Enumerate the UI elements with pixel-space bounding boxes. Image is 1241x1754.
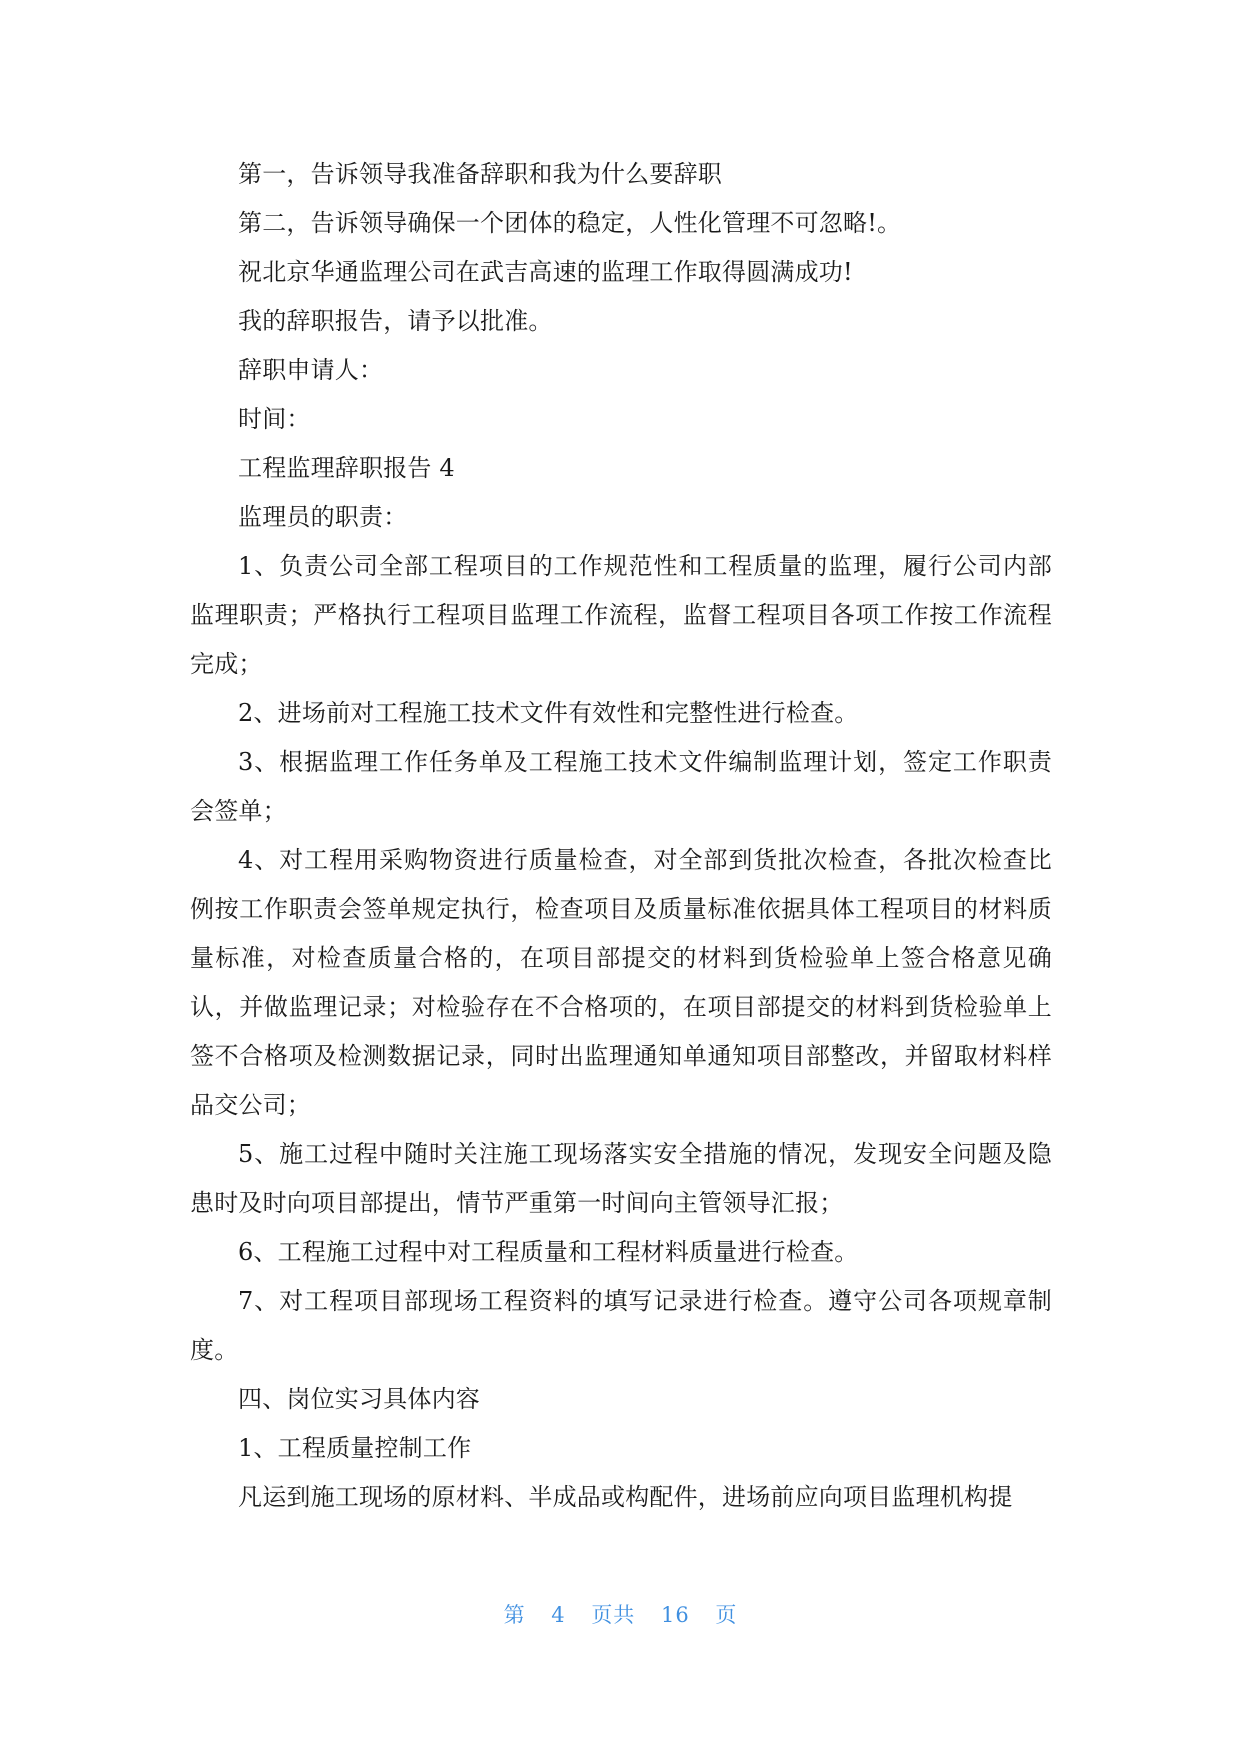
list-item: 4、对工程用采购物资进行质量检查，对全部到货批次检查，各批次检查比例按工作职责会签单规定执行，检查项目及质量标准依据具体工程项目的材料质量标准，对检查质量合格的，在项目部提交的材料到货检验单上签合格意见确认，并做监理记录；对检验存在不合格项的，在项目部提交的材料到货检验单上签不合格项及检测数据记录，同时出监理通知单通知项目部整改，并留取材料样品交公司；	[190, 846, 1052, 1119]
document-body	[190, 150, 1052, 1522]
paragraph: 第一，告诉领导我准备辞职和我为什么要辞职	[238, 160, 722, 188]
paragraph: 时间：	[238, 405, 311, 433]
list-item: 5、施工过程中随时关注施工现场落实安全措施的情况，发现安全问题及隐患时及时向项目部提出，情节严重第一时间向主管领导汇报；	[190, 1140, 1052, 1217]
page-footer	[0, 1599, 1241, 1629]
footer-suffix: 页	[715, 1603, 738, 1627]
paragraph: 凡运到施工现场的原材料、半成品或构配件，进场前应向项目监理机构提	[238, 1483, 1013, 1511]
paragraph: 监理员的职责：	[238, 503, 408, 531]
paragraph: 祝北京华通监理公司在武吉高速的监理工作取得圆满成功!	[238, 258, 853, 286]
total-page-count: 16	[661, 1603, 690, 1627]
footer-prefix: 第	[503, 1603, 526, 1627]
list-item: 7、对工程项目部现场工程资料的填写记录进行检查。遵守公司各项规章制度。	[190, 1287, 1052, 1364]
list-item: 3、根据监理工作任务单及工程施工技术文件编制监理计划，签定工作职责会签单；	[190, 748, 1052, 825]
subsection-heading: 1、工程质量控制工作	[238, 1434, 472, 1462]
paragraph: 辞职申请人：	[238, 356, 384, 384]
paragraph: 我的辞职报告，请予以批准。	[238, 307, 553, 335]
list-item: 2、进场前对工程施工技术文件有效性和完整性进行检查。	[238, 699, 859, 727]
list-item: 6、工程施工过程中对工程质量和工程材料质量进行检查。	[238, 1238, 859, 1266]
section-heading: 工程监理辞职报告 4	[238, 454, 455, 482]
current-page-number: 4	[551, 1603, 566, 1627]
list-item: 1、负责公司全部工程项目的工作规范性和工程质量的监理，履行公司内部监理职责；严格执行工程项目监理工作流程，监督工程项目各项工作按工作流程完成；	[190, 552, 1052, 678]
footer-middle: 页共	[591, 1603, 636, 1627]
paragraph: 第二，告诉领导确保一个团体的稳定，人性化管理不可忽略!。	[238, 209, 902, 237]
section-heading: 四、岗位实习具体内容	[238, 1385, 480, 1413]
